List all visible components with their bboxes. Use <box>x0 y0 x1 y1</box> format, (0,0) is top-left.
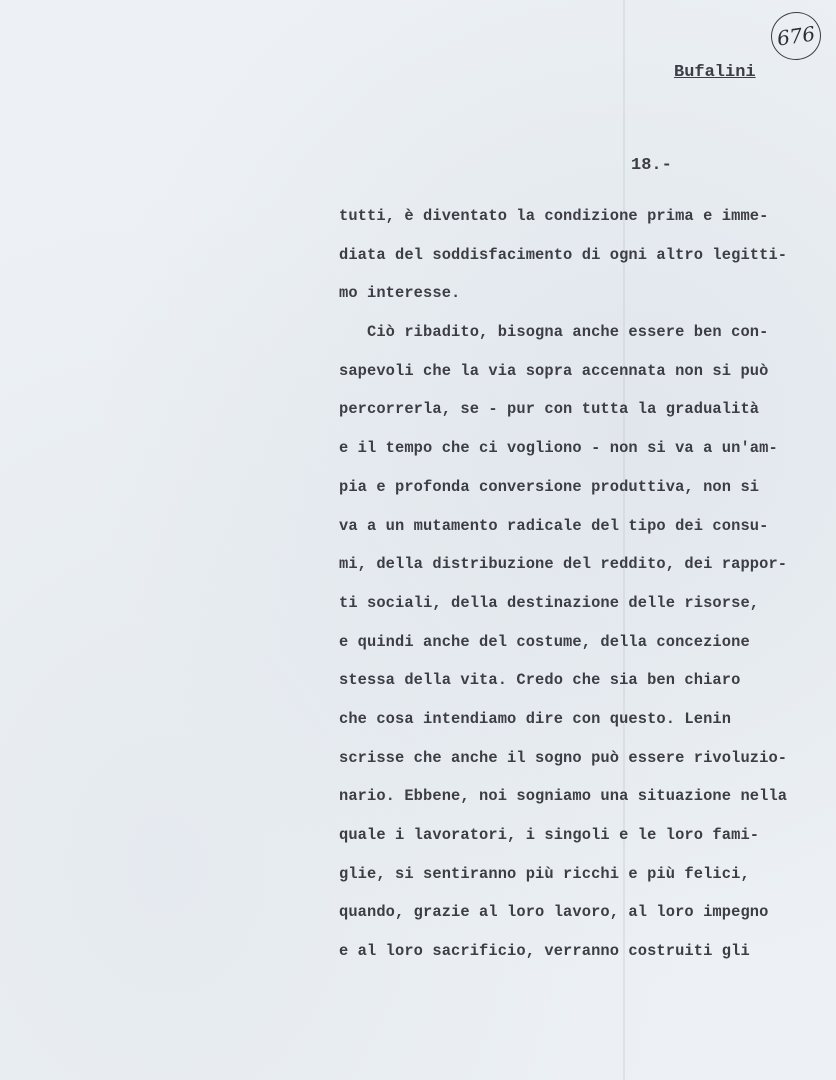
text-line: Ciò ribadito, bisogna anche essere ben con- <box>339 323 769 342</box>
text-line: mi, della distribuzione del reddito, dei rappor- <box>339 555 788 574</box>
page-number: 18.- <box>631 156 672 175</box>
text-line: pia e profonda conversione produttiva, non si <box>339 477 760 496</box>
author-name: Bufalini <box>674 63 756 82</box>
archive-number: 676 <box>775 21 817 51</box>
text-line: sapevoli che la via sopra accennata non si può <box>339 361 769 380</box>
archive-stamp <box>768 9 824 63</box>
text-line: e quindi anche del costume, della concezione <box>339 632 750 651</box>
text-line: diata del soddisfacimento di ogni altro legitti- <box>339 245 788 264</box>
text-line: nario. Ebbene, noi sogniamo una situazione nella <box>339 787 788 806</box>
text-line: che cosa intendiamo dire con questo. Lenin <box>339 709 732 728</box>
text-line: percorrerla, se - pur con tutta la gradualità <box>339 400 760 419</box>
text-line: tutti, è diventato la condizione prima e imme- <box>339 207 769 225</box>
text-line: quale i lavoratori, i singoli e le loro fami- <box>339 826 760 844</box>
text-line: scrisse che anche il sogno può essere rivoluzio- <box>339 748 788 767</box>
text-line: e il tempo che ci vogliono - non si va a un'am- <box>339 439 778 458</box>
text-line: stessa della vita. Credo che sia ben chiaro <box>339 671 741 690</box>
text-line: glie, si sentiranno più ricchi e più felici, <box>339 864 750 883</box>
text-line: mo interesse. <box>339 284 461 303</box>
text-line: e al loro sacrificio, verranno costruiti gli <box>339 942 750 961</box>
body-text <box>339 197 819 971</box>
text-line: ti sociali, della destinazione delle risorse, <box>339 593 760 612</box>
text-line: quando, grazie al loro lavoro, al loro impegno <box>339 903 769 922</box>
text-line: va a un mutamento radicale del tipo dei consu- <box>339 516 769 535</box>
